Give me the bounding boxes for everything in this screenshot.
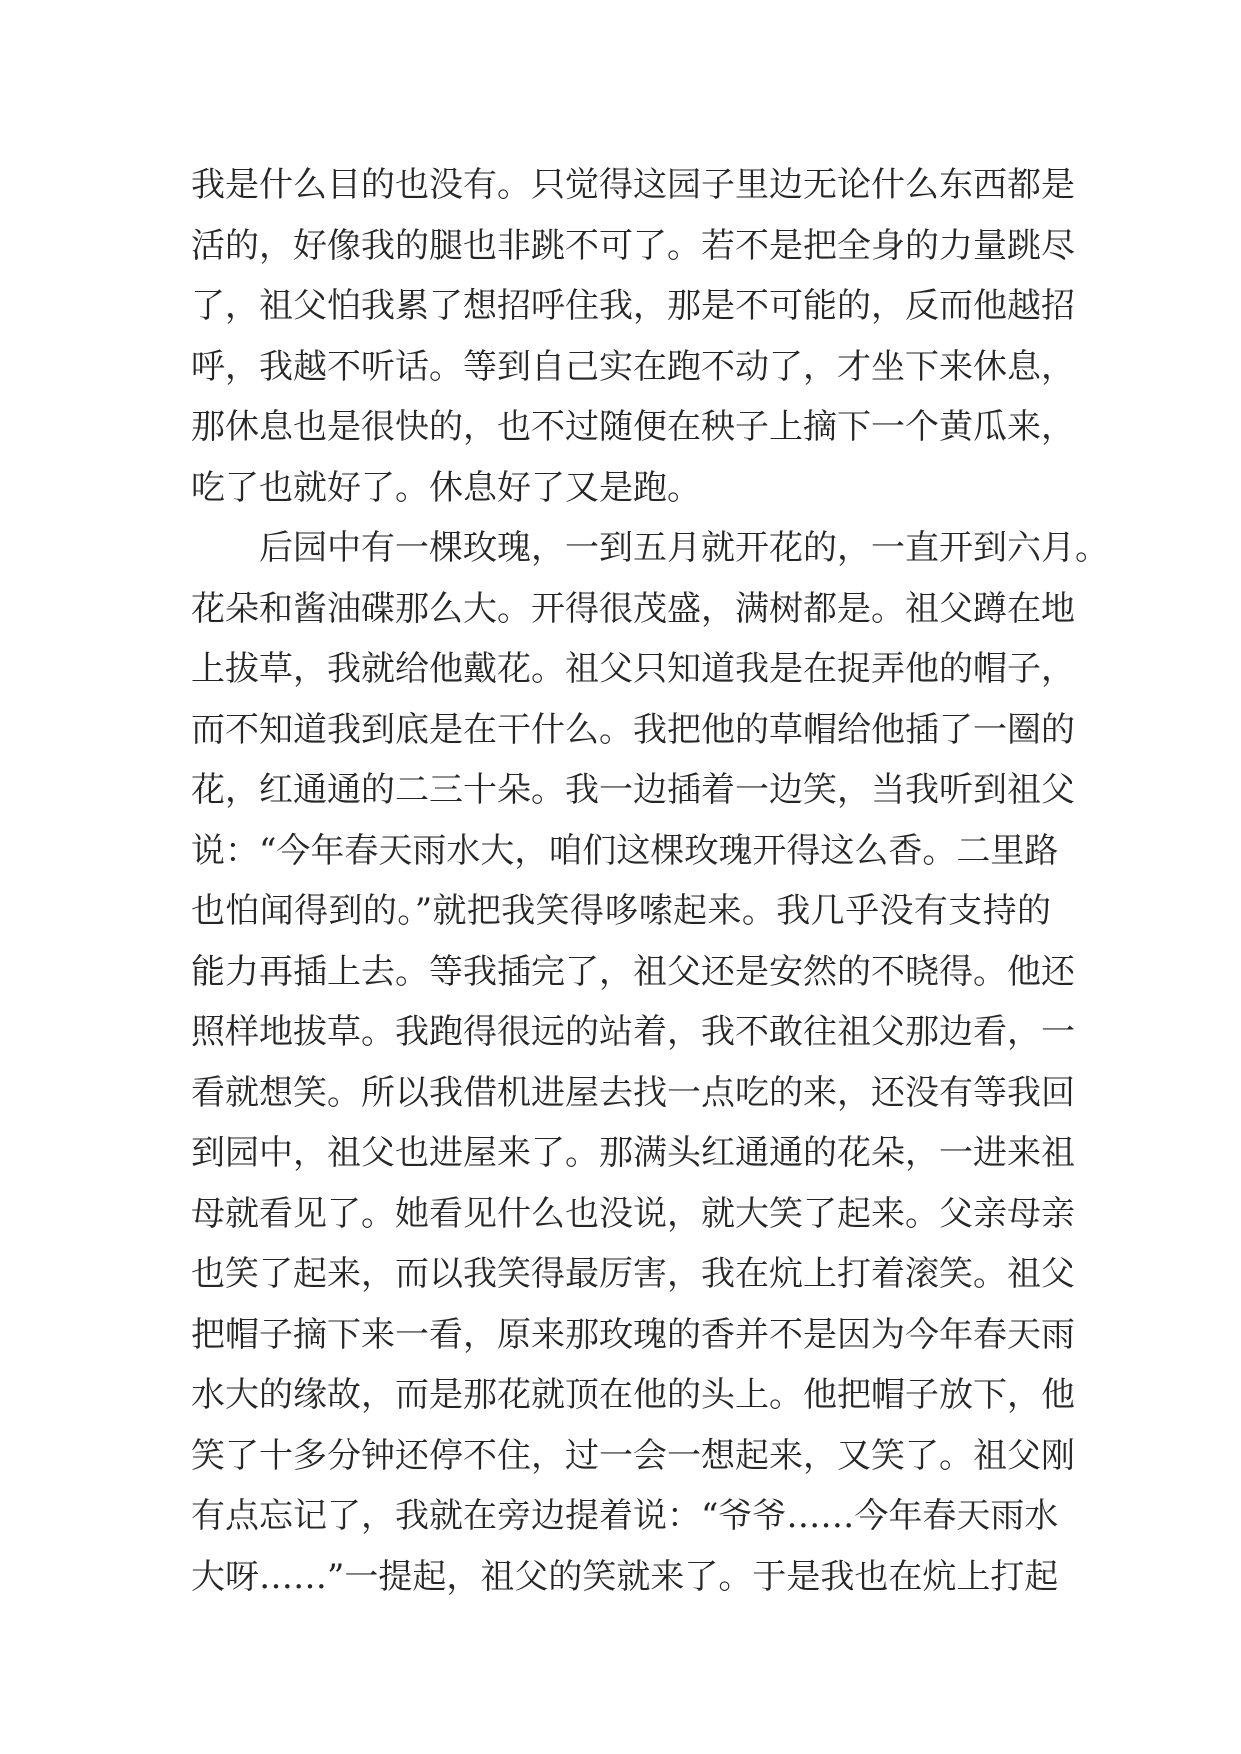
text-line: 水大的缘故，而是那花就顶在他的头上。他把帽子放下，他	[191, 1375, 1075, 1415]
text-line: 大呀……”一提起，祖父的笑就来了。于是我也在炕上打起	[191, 1556, 1059, 1597]
text-line: 我是什么目的也没有。只觉得这园子里边无论什么东西都是	[191, 165, 1075, 205]
paragraph-first-line: 后园中有一棵玫瑰，一到五月就开花的，一直开到六月。	[259, 528, 1109, 568]
text-line: 也笑了起来，而以我笑得最厉害，我在炕上打着滚笑。祖父	[191, 1254, 1075, 1294]
text-line: 而不知道我到底是在干什么。我把他的草帽给他插了一圈的	[191, 709, 1075, 750]
text-line: 花朵和酱油碟那么大。开得很茂盛，满树都是。祖父蹲在地	[191, 588, 1075, 629]
text-line: 说：“今年春天雨水大，咱们这棵玫瑰开得这么香。二里路	[191, 830, 1059, 871]
text-line: 把帽子摘下来一看，原来那玫瑰的香并不是因为今年春天雨	[191, 1314, 1075, 1355]
text-line: 呼，我越不听话。等到自己实在跑不动了，才坐下来休息，	[191, 346, 1075, 387]
text-line: 能力再插上去。等我插完了，祖父还是安然的不晓得。他还	[191, 951, 1075, 992]
text-line: 吃了也就好了。休息好了又是跑。	[191, 467, 701, 508]
text-line: 上拔草，我就给他戴花。祖父只知道我是在捉弄他的帽子，	[191, 649, 1075, 689]
text-line: 照样地拔草。我跑得很远的站着，我不敢往祖父那边看，一	[191, 1012, 1075, 1052]
text-line: 那休息也是很快的，也不过随便在秧子上摘下一个黄瓜来，	[191, 407, 1075, 447]
text-line: 了，祖父怕我累了想招呼住我，那是不可能的，反而他越招	[191, 286, 1075, 326]
text-line: 笑了十多分钟还停不住，过一会一想起来，又笑了。祖父刚	[191, 1435, 1075, 1476]
text-line: 到园中，祖父也进屋来了。那满头红通通的花朵，一进来祖	[191, 1133, 1075, 1173]
text-line: 也怕闻得到的。”就把我笑得哆嗦起来。我几乎没有支持的	[191, 891, 1051, 931]
text-line: 活的，好像我的腿也非跳不可了。若不是把全身的力量跳尽	[191, 225, 1075, 266]
text-line: 母就看见了。她看见什么也没说，就大笑了起来。父亲母亲	[191, 1193, 1075, 1234]
text-line: 看就想笑。所以我借机进屋去找一点吃的来，还没有等我回	[191, 1072, 1075, 1113]
text-line: 有点忘记了，我就在旁边提着说：“爷爷……今年春天雨水	[191, 1496, 1059, 1536]
text-line: 花，红通通的二三十朵。我一边插着一边笑，当我听到祖父	[191, 770, 1075, 810]
body-text	[191, 155, 1109, 1607]
